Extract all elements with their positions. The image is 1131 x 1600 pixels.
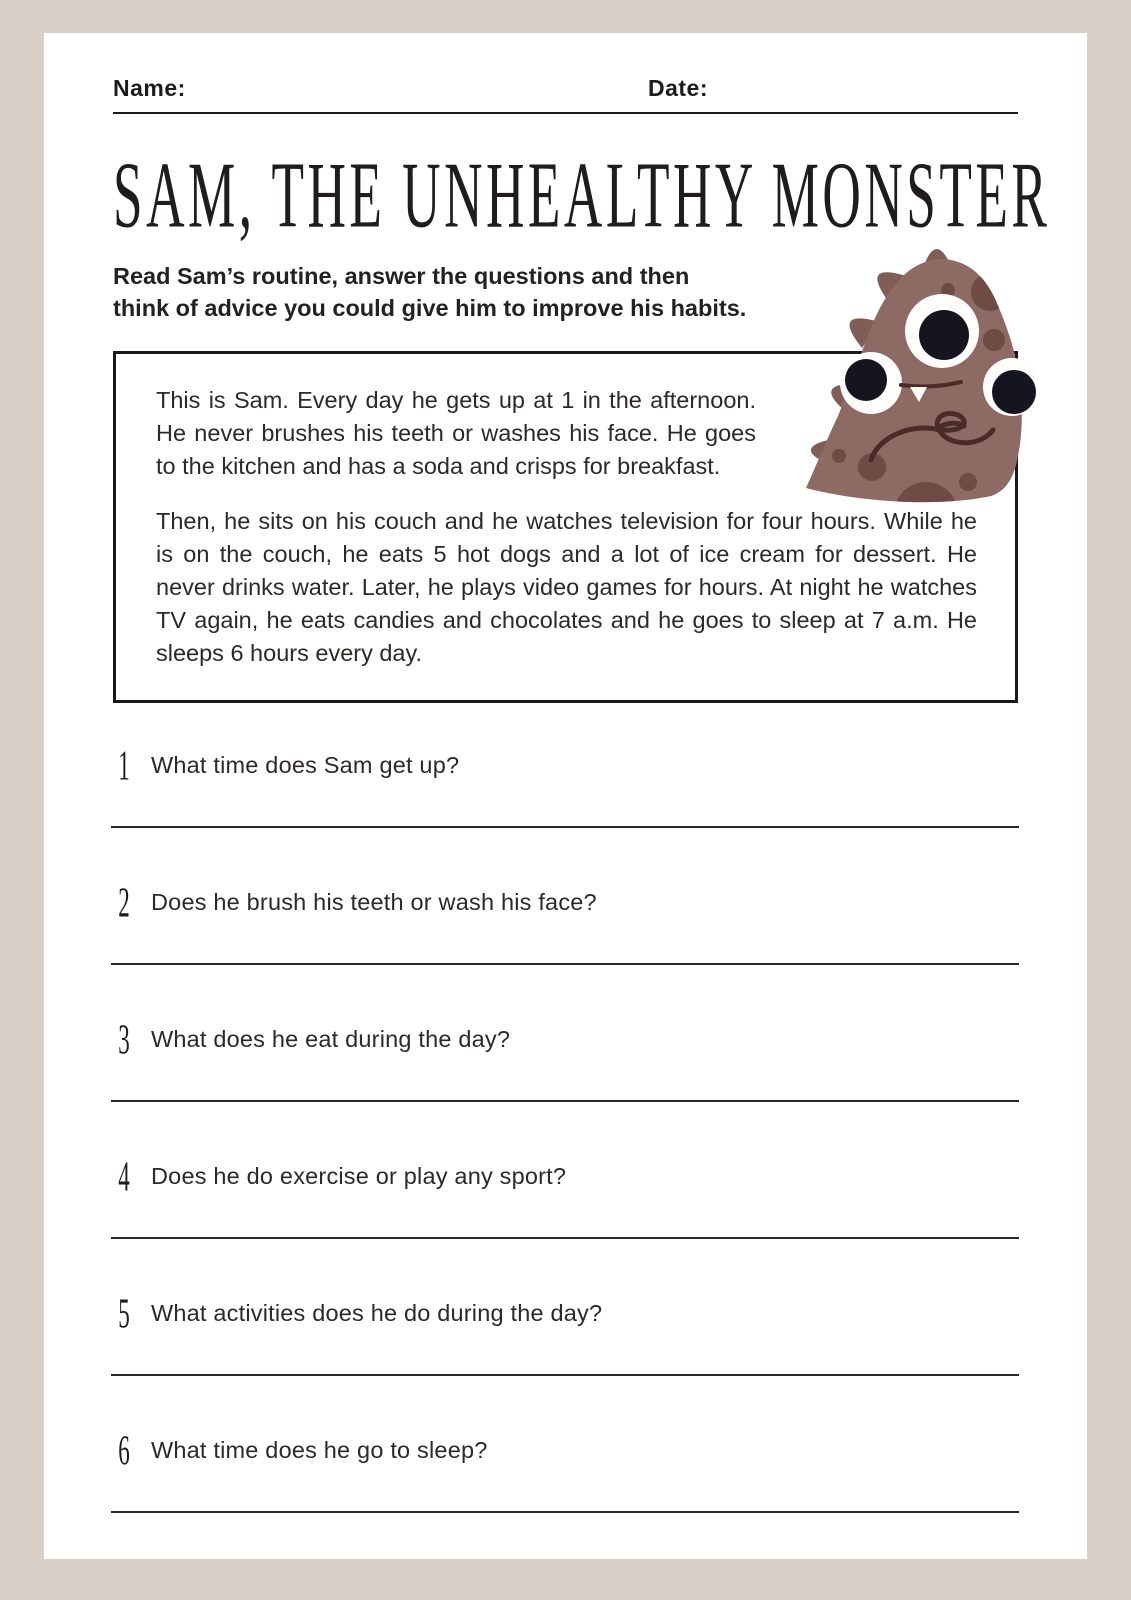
question-5-text: What activities does he do during the day? — [151, 1299, 603, 1326]
answer-line-6[interactable] — [111, 1511, 1019, 1513]
question-5 — [113, 1288, 1018, 1376]
question-4 — [113, 1151, 1018, 1239]
question-3-number: 3 — [118, 1014, 130, 1063]
question-6-text: What time does he go to sleep? — [151, 1436, 488, 1463]
date-label: Date: — [648, 75, 709, 101]
answer-line-3[interactable] — [111, 1100, 1019, 1102]
question-2-number: 2 — [118, 877, 130, 926]
header-row — [113, 75, 1018, 102]
question-5-number: 5 — [118, 1288, 130, 1337]
instructions-line-2: think of advice you could give him to improve his habits. — [113, 295, 747, 322]
instructions-line-1: Read Sam’s routine, answer the questions and then — [113, 263, 690, 289]
answer-line-4[interactable] — [111, 1237, 1019, 1239]
passage-paragraph-2: Then, he sits on his couch and he watches television for four hours. While he is on the couch, he eats 5 hot dogs and a lot of ice cream for dessert. He never drinks water. Later, he plays video games for hours. At night he watches TV again, he eats candies and chocolates and he goes to sleep at 7 a.m. He sleeps 6 hours every day. — [156, 507, 977, 666]
question-3-text: What does he eat during the day? — [151, 1025, 511, 1052]
question-1-number: 1 — [118, 740, 130, 789]
question-4-number: 4 — [118, 1151, 130, 1200]
name-label: Name: — [113, 75, 186, 101]
question-3 — [113, 1014, 1018, 1102]
passage-paragraph-1: This is Sam. Every day he gets up at 1 in the afternoon. He never brushes his teeth or washes his face. He goes to the kitchen and has a soda and crisps for breakfast. — [156, 386, 756, 479]
name-date-fill-in-line[interactable] — [113, 112, 1018, 114]
worksheet-paper — [44, 33, 1087, 1559]
question-1 — [113, 740, 1018, 828]
question-2-text: Does he brush his teeth or wash his face? — [151, 888, 597, 915]
answer-line-1[interactable] — [111, 826, 1019, 828]
page-title: SAM, THE UNHEALTHY MONSTER — [113, 143, 1051, 248]
question-2 — [113, 877, 1018, 965]
questions-section — [113, 740, 1018, 1513]
question-1-text: What time does Sam get up? — [151, 751, 460, 778]
answer-line-5[interactable] — [111, 1374, 1019, 1376]
question-6 — [113, 1425, 1018, 1513]
question-6-number: 6 — [118, 1425, 130, 1474]
question-4-text: Does he do exercise or play any sport? — [151, 1162, 567, 1189]
monster-illustration — [786, 226, 1038, 508]
answer-line-2[interactable] — [111, 963, 1019, 965]
